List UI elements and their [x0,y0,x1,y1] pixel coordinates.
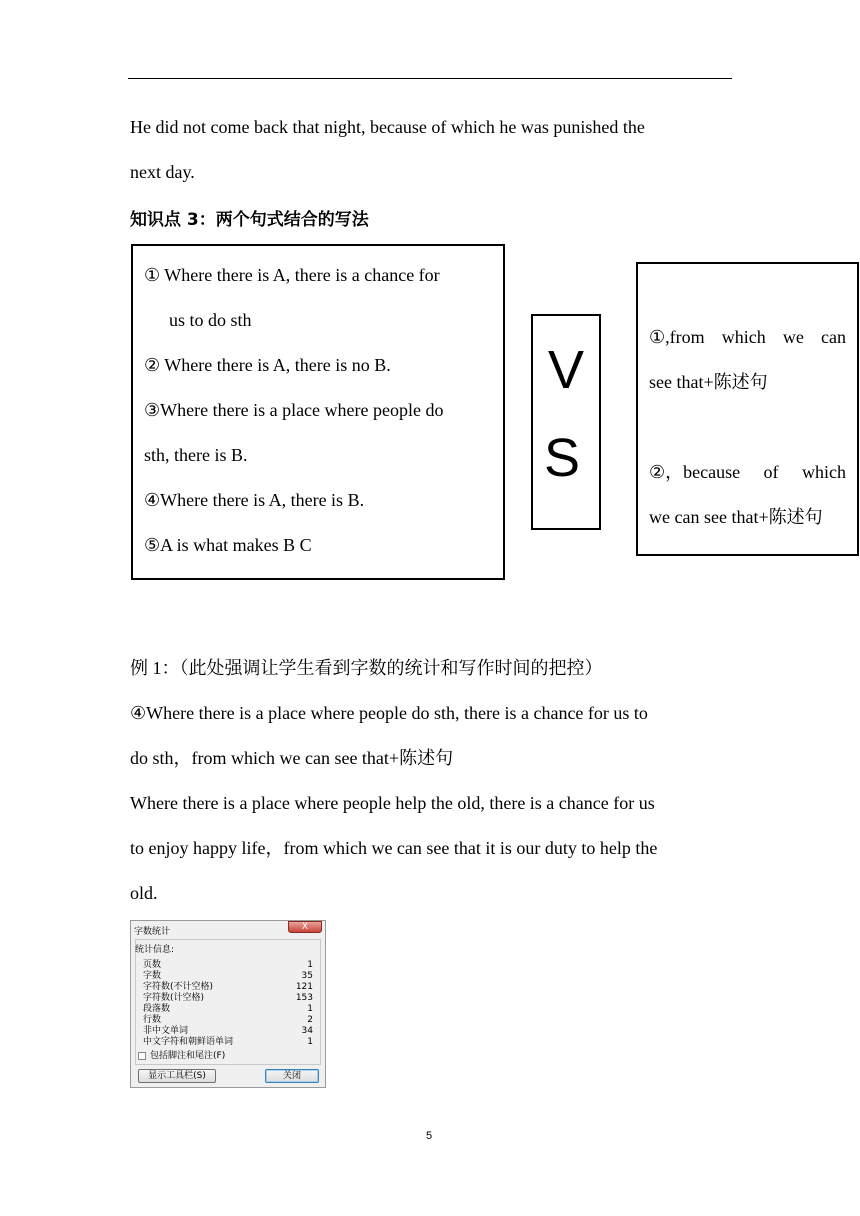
pattern-line: ③Where there is a place where people do [144,400,444,420]
paragraph-line: next day. [130,162,195,182]
word: we [782,327,804,347]
stat-label: 字符数(计空格) [143,993,205,1003]
stat-value: 121 [295,982,313,992]
close-icon[interactable]: X [288,921,322,933]
word: can [821,327,846,347]
stat-value: 2 [307,1015,313,1025]
stat-value: 1 [307,960,313,970]
pattern-line: ② Where there is A, there is no B. [144,355,391,375]
stat-label: 页数 [143,960,162,970]
word: which [721,327,766,347]
connector-line [649,326,846,348]
close-button[interactable]: 关闭 [265,1069,319,1083]
stat-row [143,1037,313,1048]
example-line: to enjoy happy life，from which we can see that it is our duty to help the [130,838,658,858]
header-rule [128,78,732,79]
include-footnotes-label: 包括脚注和尾注(F) [150,1051,226,1061]
stat-value: 153 [295,993,313,1003]
pattern-line: ④Where there is A, there is B. [144,490,365,510]
connector-line: see that+陈述句 [649,372,768,392]
stat-label: 非中文单词 [143,1026,189,1036]
word-count-dialog [130,920,326,1088]
word: of [763,462,779,482]
statistics-label: 统计信息: [135,945,175,955]
example-line: do sth，from which we can see that+陈述句 [130,748,454,768]
stat-row [143,971,313,982]
pattern-line: sth, there is B. [144,445,248,465]
stat-row [143,993,313,1004]
example-line: old. [130,883,158,903]
example-line: Where there is a place where people help the old, there is a chance for us [130,793,655,813]
paragraph-line: He did not come back that night, because of which he was punished the [130,117,645,137]
dialog-title: 字数统计 [134,927,171,937]
vs-letter-s: S [543,428,581,488]
stat-label: 字符数(不计空格) [143,982,214,992]
vs-letter-v: V [547,340,585,400]
include-footnotes-checkbox[interactable] [138,1052,146,1060]
connector-line: we can see that+陈述句 [649,507,823,527]
stat-value: 1 [307,1004,313,1014]
pattern-line: us to do sth [169,310,252,330]
section-heading: 知识点 3：两个句式结合的写法 [130,210,369,230]
pattern-line: ① Where there is A, there is a chance for [144,265,440,285]
stat-value: 1 [307,1037,313,1047]
word: which [801,462,846,482]
stat-value: 35 [301,971,313,981]
stat-label: 段落数 [143,1004,171,1014]
example-line: ④Where there is a place where people do sth, there is a chance for us to [130,703,648,723]
connector-line [649,461,846,483]
stat-row [143,1015,313,1026]
stat-row [143,1004,313,1015]
stat-value: 34 [301,1026,313,1036]
stat-row [143,960,313,971]
stat-label: 行数 [143,1015,162,1025]
show-toolbar-button[interactable]: 显示工具栏(S) [138,1069,216,1083]
stat-row [143,1026,313,1037]
stat-label: 中文字符和朝鲜语单词 [143,1037,234,1047]
word: ①,from [649,327,705,347]
word: ②，because [649,462,741,482]
stat-row [143,982,313,993]
example-heading: 例 1：（此处强调让学生看到字数的统计和写作时间的把控） [130,658,603,678]
page-number: 5 [426,1130,433,1142]
stat-label: 字数 [143,971,162,981]
pattern-line: ⑤A is what makes B C [144,535,312,555]
